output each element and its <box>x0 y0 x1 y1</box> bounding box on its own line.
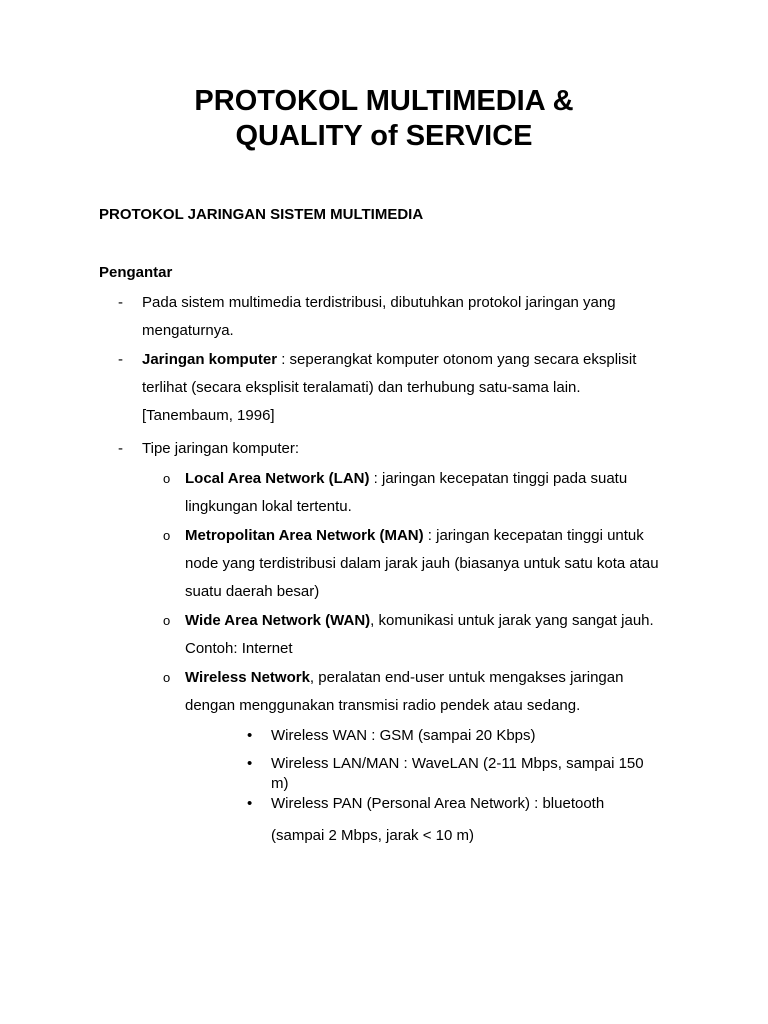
list-item-body: : seperangkat komputer otonom yang secara eksplisit terlihat (secara eksplisit teralamati) dan terhubung satu-sama lain. [Tanembaum, 1996] <box>142 351 637 424</box>
circle-marker: o <box>163 471 171 486</box>
wireless-item-continuation: (sampai 2 Mbps, jarak < 10 m) <box>271 827 474 844</box>
list-item-body: Pada sistem multimedia terdistribusi, dibutuhkan protokol jaringan yang mengaturnya. <box>142 294 616 339</box>
network-type-name: Wide Area Network (WAN) <box>185 612 371 629</box>
network-type-desc: , peralatan end-user untuk mengakses jaringan dengan menggunakan transmisi radio pendek atau sedang. <box>185 669 624 714</box>
wireless-item-text: Wireless PAN (Personal Area Network) : bluetooth <box>271 795 605 812</box>
dash-marker: - <box>118 351 123 368</box>
circle-marker: o <box>163 613 171 628</box>
bullet-marker: • <box>247 755 253 772</box>
network-type-text <box>185 522 673 606</box>
network-type-name: Metropolitan Area Network (MAN) <box>185 527 424 544</box>
list-item-text <box>142 435 672 463</box>
section-heading: PROTOKOL JARINGAN SISTEM MULTIMEDIA <box>99 206 424 223</box>
sub-heading: Pengantar <box>99 264 173 281</box>
list-item-bold: Jaringan komputer <box>142 351 278 368</box>
network-type-desc: , komunikasi untuk jarak yang sangat jauh. Contoh: Internet <box>185 612 654 657</box>
wireless-item-text: Wireless WAN : GSM (sampai 20 Kbps) <box>271 727 536 744</box>
dash-marker: - <box>118 440 123 457</box>
list-item-body: Tipe jaringan komputer: <box>142 440 300 457</box>
title-line-2: QUALITY of SERVICE <box>235 120 533 152</box>
bullet-marker: • <box>247 727 253 744</box>
circle-marker: o <box>163 670 171 685</box>
list-item-text <box>142 289 672 345</box>
title-line-1: PROTOKOL MULTIMEDIA & <box>194 85 574 117</box>
network-type-text <box>185 664 673 720</box>
dash-marker: - <box>118 294 123 311</box>
wireless-item-text: Wireless LAN/MAN : WaveLAN (2-11 Mbps, sampai 150 m) <box>271 755 644 792</box>
network-type-text <box>185 607 673 663</box>
network-type-desc: : jaringan kecepatan tinggi pada suatu lingkungan lokal tertentu. <box>185 470 628 515</box>
bullet-marker: • <box>247 795 253 812</box>
network-type-name: Local Area Network (LAN) <box>185 470 370 487</box>
network-type-text <box>185 465 673 521</box>
list-item-text <box>142 346 672 430</box>
document-title <box>0 84 768 154</box>
network-type-name: Wireless Network <box>185 669 310 686</box>
network-type-desc: : jaringan kecepatan tinggi untuk node yang terdistribusi dalam jarak jauh (biasanya untuk satu kota atau suatu daerah besar) <box>185 527 659 600</box>
circle-marker: o <box>163 528 171 543</box>
